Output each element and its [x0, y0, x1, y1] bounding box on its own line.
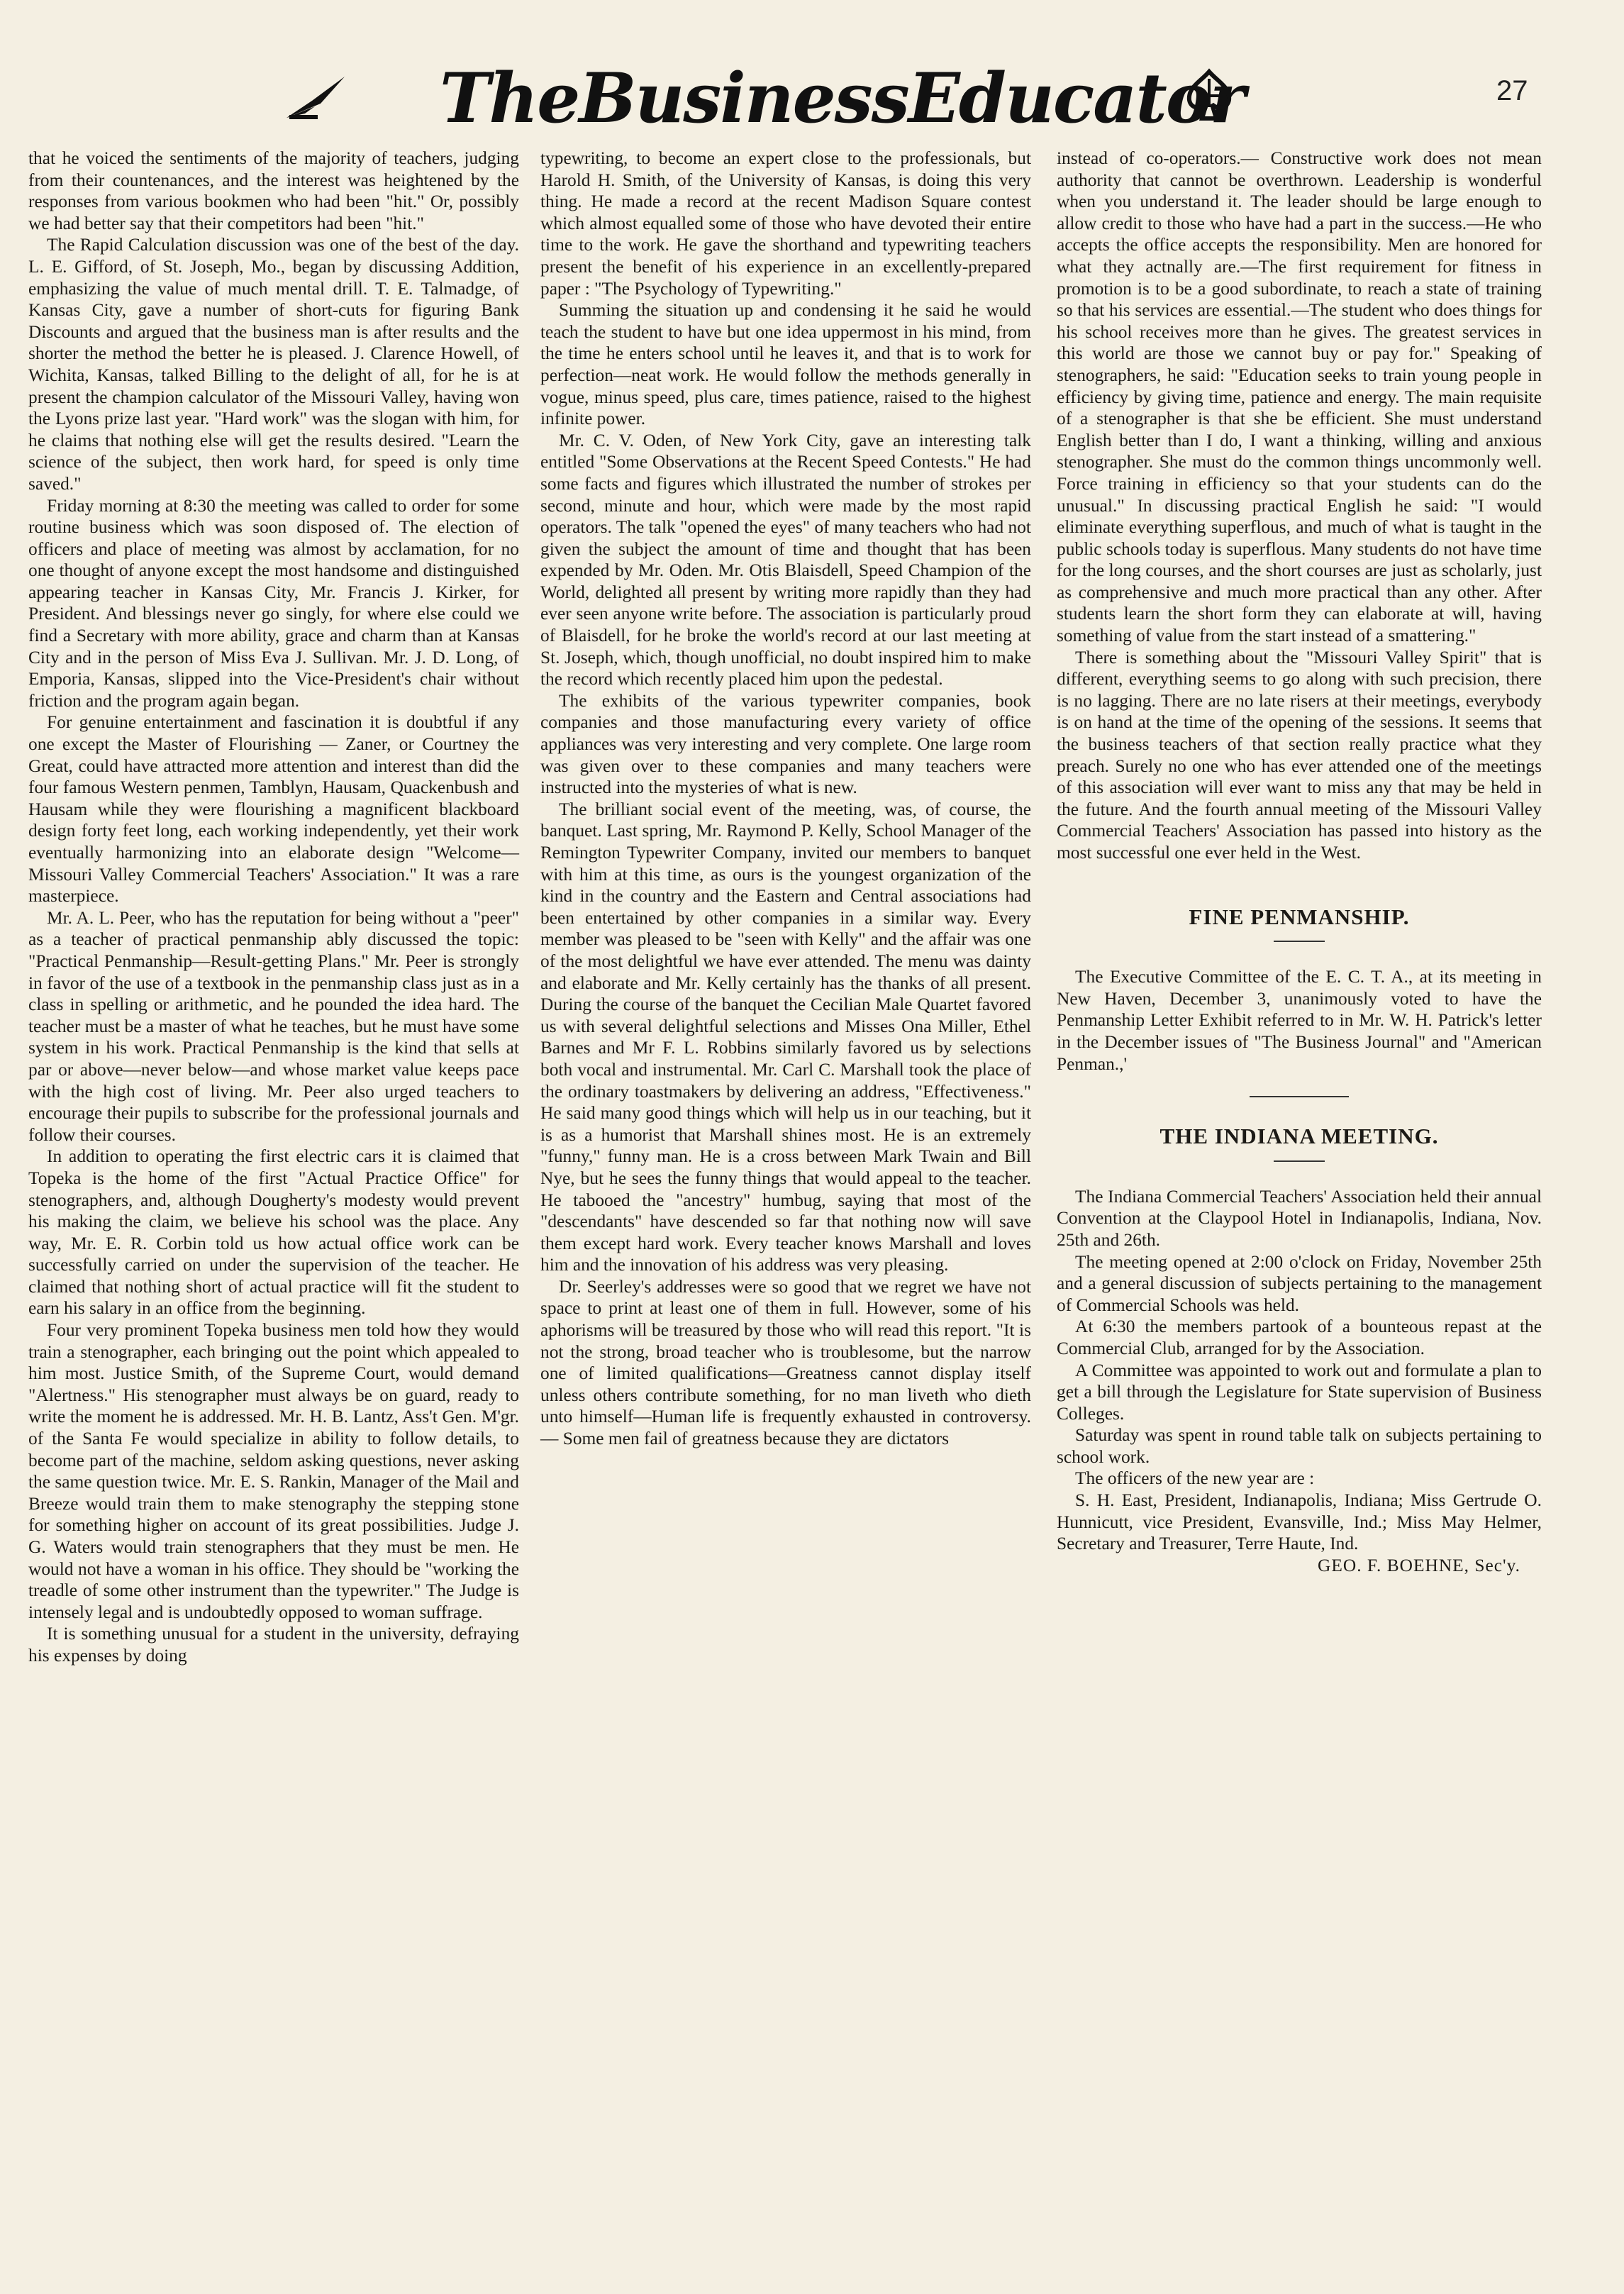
- paragraph: The officers of the new year are :: [1075, 1468, 1315, 1489]
- paragraph: The Indiana Commercial Teachers' Association held their annual Convention at the Claypool Hotel in Indianapolis, Indiana, Nov. 25th and 26th.: [1057, 1186, 1542, 1250]
- column-2: [540, 148, 1031, 1450]
- paragraph: The brilliant social event of the meeting, was, of course, the banquet. Last spring, Mr. Raymond P. Kelly, School Manager of the Remington Typewriter Company, invited our members to banquet with him at this time, as ours is the youngest organization of the kind in the country and the Eastern and Central associations had been entertained by other companies in a similar way. Every member was pleased to be "seen with Kelly" and the affair was one of the most delightful we have ever attended. The menu was dainty and elaborate and Mr. Kelly certainly has the thanks of all present. During the course of the banquet the Cecilian Male Quartet favored us with several delightful selections and Misses Ona Miller, Ethel Barnes and Mr F. L. Robbins similarly favored us by selections both vocal and instrumental. Mr. Carl C. Marshall took the place of the ordinary toastmakers by delivering an address, "Effectiveness." He said many good things which will help us in our teaching, but it is as a humorist that Marshall shines most. He is an extremely "funny," funny man. He is a cross between Mark Twain and Bill Nye, but he sees the funny things that would appeal to the teacher. He tabooed the "ancestry" humbug, saying that most of the "descendants" have descended so far that nothing now will save them except hard work. Every teacher knows Marshall and loves him and the innovation of his address was very pleasing.: [540, 799, 1031, 1275]
- paragraph: The meeting opened at 2:00 o'clock on Friday, November 25th and a general discussion of subjects pertaining to the management of Commercial Schools was held.: [1057, 1251, 1542, 1315]
- paragraph: The Rapid Calculation discussion was one of the best of the day. L. E. Gifford, of St. Joseph, Mo., began by discussing Addition, emphasizing the value of much mental drill. T. E. Talmadge, of Kansas City, gave a number of short-cuts for figuring Bank Discounts and argued that the business man is after results and the shorter the method the better he is pleased. J. Clarence Howell, of Wichita, Kansas, talked Billing to the delight of all, for he is at present the champion calculator of the Missouri Valley, having won the Lyons prize last year. "Hard work" was the slogan with him, for he claims that nothing else will get the results desired. "Learn the science of the subject, then work hard, for speed is only time saved.": [28, 235, 519, 494]
- paragraph: For genuine entertainment and fascination it is doubtful if any one except the Master of Flourishing — Zaner, or Courtney the Great, could have attracted more attention and interest than did the four famous Western penmen, Tamblyn, Hausam, Quackenbush and Hausam while they were flourishing a magnificent blackboard design forty feet long, each working independently, yet their work eventually harmonizing into an elaborate design "Welcome—Missouri Valley Commercial Teachers' Association." It was a rare masterpiece.: [28, 712, 519, 907]
- paragraph: that he voiced the sentiments of the majority of teachers, judging from their countenances, and the interest was heightened by the responses from various bookmen who had been "hit." Or, possibly we had better say that their competitors had been "hit.": [28, 148, 519, 233]
- paragraph: At 6:30 the members partook of a bounteous repast at the Commercial Club, arranged for by the Association.: [1057, 1317, 1542, 1358]
- spade-emblem-icon: [1181, 67, 1238, 124]
- divider: [1274, 1160, 1325, 1162]
- section-heading-indiana-meeting: THE INDIANA MEETING.: [1159, 1124, 1439, 1149]
- paragraph: Dr. Seerley's addresses were so good that we regret we have not space to print at least one of them in full. However, some of his aphorisms will be treasured by those who will read this report. "It is not the strong, broad teacher who is troublesome, but the narrow one of limited qualifications—Greatness cannot display itself unless others contribute something, for no man liveth who dieth unto himself—Human life is frequently exhausted in controversy.— Some men fail of greatness because they are dictators: [540, 1276, 1031, 1449]
- paragraph: A Committee was appointed to work out and formulate a plan to get a bill through the Legislature for State supervision of Business Colleges.: [1057, 1360, 1542, 1424]
- paragraph: Mr. A. L. Peer, who has the reputation for being without a "peer" as a teacher of practical penmanship ably discussed the topic: "Practical Penmanship—Result-getting Plans." Mr. Peer is strongly in favor of the use of a textbook in the penmanship class just as in a class in spelling or arithmetic, and he pounded the idea hard. The teacher must be a master of what he teaches, but he must have some system in his work. Practical Penmanship is the kind that sells at par or above—never below—and whose market value keeps pace with the high cost of living. Mr. Peer also urged teachers to encourage their pupils to subscribe for the professional journals and follow their courses.: [28, 907, 519, 1145]
- paragraph: Mr. C. V. Oden, of New York City, gave an interesting talk entitled "Some Observations at the Recent Speed Contests." He had some facts and figures which illustrated the number of strokes per second, minute and hour, which were made by the most rapid operators. The talk "opened the eyes" of many teachers who had not given the subject the amount of time and thought that has been expended by Mr. Oden. Mr. Otis Blaisdell, Speed Champion of the World, delighted all present by writing more rapidly than they had ever seen anyone write before. The association is particularly proud of Blaisdell, for he broke the world's record at our last meeting at St. Joseph, which, though unofficial, no doubt inspired him to make the record which recently placed him upon the pedestal.: [540, 430, 1031, 689]
- paragraph: typewriting, to become an expert close to the professionals, but Harold H. Smith, of the University of Kansas, is doing this very thing. He made a record at the recent Madison Square contest which almost equalled some of those who have devoted their entire time to the work. He gave the shorthand and typewriting teachers present the benefit of his experience in an excellently-prepared paper : "The Psychology of Typewriting.": [540, 148, 1031, 299]
- column-1: [28, 148, 519, 1667]
- divider: [1250, 1096, 1349, 1097]
- column-3: [1057, 148, 1542, 1576]
- paragraph: The Executive Committee of the E. C. T. A., at its meeting in New Haven, December 3, unanimously voted to have the Penmanship Letter Exhibit referred to in Mr. W. H. Patrick's letter in the December issues of "The Business Journal" and "American Penman.,': [1057, 967, 1542, 1074]
- paragraph: It is something unusual for a student in the university, defraying his expenses by doing: [28, 1624, 519, 1666]
- paragraph: Summing the situation up and condensing it he said he would teach the student to have but one idea uppermost in his mind, from the time he enters school until he leaves it, and that is to work for perfection—neat work. He would follow the methods generally in vogue, minus speed, plus care, times patience, raised to the highest infinite power.: [540, 300, 1031, 429]
- masthead: [0, 43, 1624, 149]
- page-number: 27: [1496, 75, 1528, 106]
- paragraph: In addition to operating the first electric cars it is claimed that Topeka is the home of the first "Actual Practice Office" for stenographers, and, although Dougherty's modesty would prevent his making the claim, we believe his school was the place. Any way, Mr. E. R. Corbin told us how actual office work can be successfully carried on under the supervision of the teacher. He claimed that nothing short of actual practice will fit the student to earn his salary in an office from the beginning.: [28, 1146, 519, 1319]
- quill-pen-icon: [284, 72, 347, 122]
- paragraph: Four very prominent Topeka business men told how they would train a stenographer, each bringing out the point which appealed to him most. Justice Smith, of the Supreme Court, would demand "Alertness." His stenographer must always be on guard, ready to write the moment he is addressed. Mr. H. B. Lantz, Ass't Gen. M'gr. of the Santa Fe would specialize in ability to follow details, to become part of the machine, seldom asking questions, never asking the same question twice. Mr. E. S. Rankin, Manager of the Mail and Breeze would train them to make stenography the stepping stone for something higher on account of its great possibilities. Judge J. G. Waters would train stenographers that they must be men. He would not have a woman in his office. They should be "working the treadle of some other instrument than the typewriter." The Judge is intensely legal and is undoubtedly opposed to woman suffrage.: [28, 1320, 519, 1622]
- section-heading-fine-penmanship: FINE PENMANSHIP.: [1189, 904, 1410, 929]
- paragraph: S. H. East, President, Indianapolis, Indiana; Miss Gertrude O. Hunnicutt, vice President, Evansville, Ind.; Miss May Helmer, Secretary and Treasurer, Terre Haute, Ind.: [1057, 1490, 1542, 1554]
- paragraph: Saturday was spent in round table talk on subjects pertaining to school work.: [1057, 1425, 1542, 1467]
- divider: [1274, 941, 1325, 942]
- paragraph: There is something about the "Missouri Valley Spirit" that is different, everything seems to go along with such precision, there is no lagging. There are no late risers at their meetings, everybody is on hand at the time of the opening of the sessions. It seems that the business teachers of that section really practice what they preach. Surely no one who has ever attended one of the meetings of this association will ever want to miss any that may be held in the future. And the fourth annual meeting of the Missouri Valley Commercial Teachers' Association has passed into history as the most successful one ever held in the West.: [1057, 647, 1542, 863]
- paragraph: instead of co-operators.— Constructive work does not mean authority that cannot be overthrown. Leadership is wonderful when you understand it. The leader should be large enough to allow credit to those who have had a part in the success.—He who accepts the office accepts the responsibility. Men are honored for what they actnally are.—The first requirement for fitness in promotion is to be a good subordinate, to reach a state of training so that his services are essential.—The student who does things for his school receives more than he gives. The greatest services in this world are those we cannot buy or pay for." Speaking of stenographers, he said: "Education seeks to train young people in efficiency by giving time, patience and energy. The main requisite of a stenographer is that she be efficient. She must understand English better than I do, I want a thinking, willing and anxious stenographer. She must do the common things uncommonly well. Force training in efficiency so that your students can do the unusual." In discussing practical English he said: "I would eliminate everything superflous, and much of what is taught in the public schools today is superflous. Many students do not have time for the long courses, and the short courses are just as scholarly, just as comprehensive and much more practical than any other. After students learn the short form they can elaborate at will, having something of value from the start instead of a smattering.": [1057, 148, 1542, 646]
- masthead-title: TheBusinessEducator: [440, 58, 1245, 138]
- paragraph: Friday morning at 8:30 the meeting was called to order for some routine business which was soon disposed of. The election of officers and place of meeting was almost by acclamation, for no one thought of anyone except the most handsome and distinguished appearing teacher in Kansas City, Mr. Francis J. Kirker, for President. And blessings never go singly, for where else could we find a Secretary with more ability, grace and charm than at Kansas City and in the person of Miss Eva J. Sullivan. Mr. J. D. Long, of Emporia, Kansas, slipped into the Vice-President's chair without friction and the program again began.: [28, 495, 519, 711]
- signature: GEO. F. BOEHNE, Sec'y.: [1318, 1555, 1520, 1575]
- paragraph: The exhibits of the various typewriter companies, book companies and those manufacturing every variety of office appliances was very interesting and very complete. One large room was given over to these companies and many teachers were instructed into the mysteries of what is new.: [540, 690, 1031, 798]
